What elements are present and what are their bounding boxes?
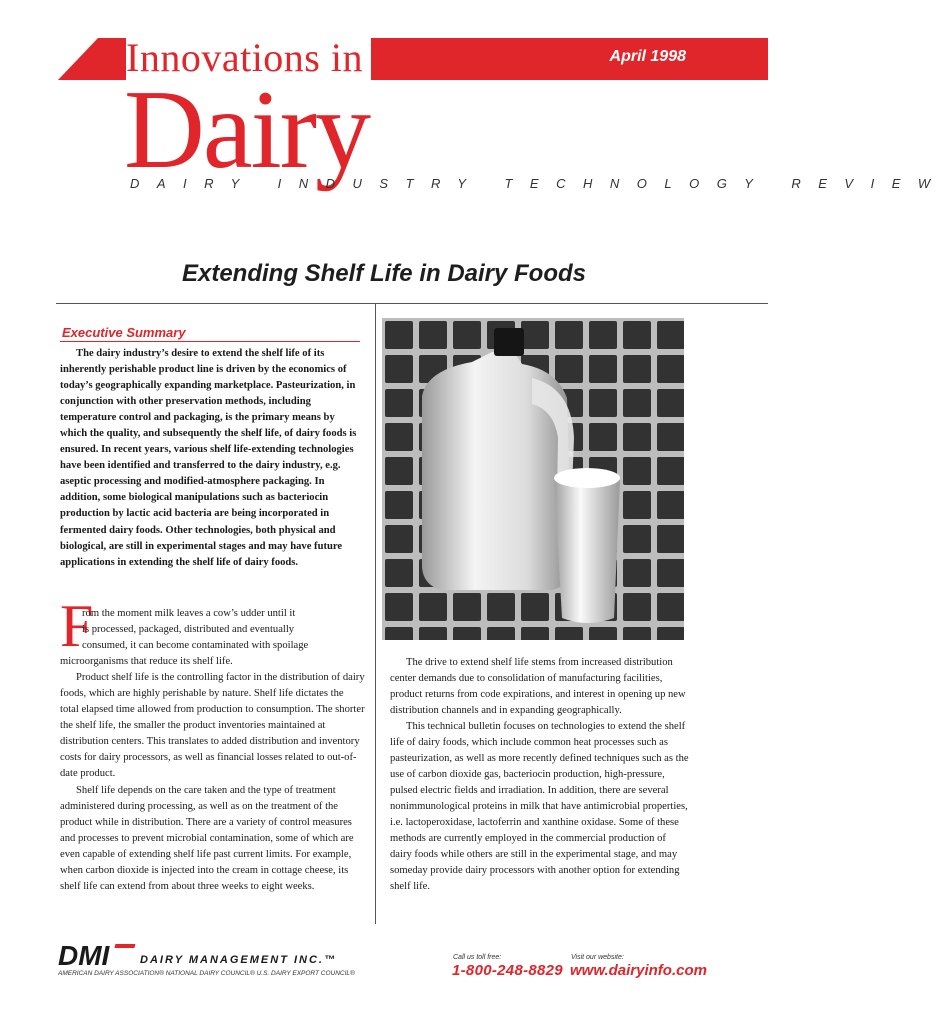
issue-date: April 1998 — [609, 48, 686, 65]
intro-line: consumed, it can become contaminated with spoilage — [82, 640, 309, 652]
body-paragraph: The drive to extend shelf life stems from increased distribution center demands due to consolidation of manufacturing facilities, product returns from code expirations, and interest in opening up new distribution channels and in expanding geographically. — [390, 657, 686, 717]
affiliates-line: AMERICAN DAIRY ASSOCIATION® NATIONAL DAIRY COUNCIL® U.S. DAIRY EXPORT COUNCIL® — [58, 970, 355, 977]
dmi-logo — [58, 942, 138, 973]
body-paragraph: Product shelf life is the controlling factor in the distribution of dairy foods, which are highly perishable by nature. Shelf life dictates the total elapsed time allowed from production to consumption. The shorter the shelf life, the smaller the product inventories maintained at distribution centers. This translates to added distribution and inventory costs for dairy processors, as well as financial losses related to out-of-date product. — [60, 672, 365, 780]
masthead-subtitle: Innovations in — [126, 34, 371, 82]
masthead-tagline: DAIRY INDUSTRY TECHNOLOGY REVIEW — [130, 176, 948, 191]
executive-summary-body: The dairy industry’s desire to extend the shelf life of its inherently perishable product line is driven by the economics of today’s geographically expanding marketplace. Pasteurization, in conjunction with other preservation methods, including temperature control and packaging, is the primary means by which the quality, and subsequently the shelf life, of dairy foods is ensured. In recent years, various shelf life-extending technologies have been identified and transferred to the dairy industry, e.g. aseptic processing and modified-atmosphere packaging. In addition, some biological manipulations such as bacteriocin production by lactic acid bacteria are being incorporated in fermented dairy foods. Other technologies, both physical and biological, are still in experimental stages and may have future applications in extending the shelf life of dairy foods. — [60, 348, 357, 568]
phone-label: Call us toll free: — [453, 954, 502, 961]
body-paragraph: This technical bulletin focuses on technologies to extend the shelf life of dairy foods, which include common heat processes such as pasteurization, as well as more recently defined techniques such as the use of carbon dioxide gas, bacteriocin production, high-pressure, pulsed electric fields and irradiation. In addition, there are several nonimmunological proteins in milk that have antimicrobial properties, i.e. lactoperoxidase, lactoferrin and xanthine oxidase. Some of these methods are currently employed in the commercial production of dairy foods while others are still in the experimental stage, and may someday provide dairy processors with another option for extending shelf life. — [390, 721, 689, 893]
executive-summary-title: Executive Summary — [62, 325, 186, 340]
intro-line: microorganisms that reduce its shelf life. — [60, 656, 233, 668]
executive-summary-rule — [60, 341, 360, 342]
intro-paragraph — [60, 606, 365, 670]
website-label: Visit our website: — [571, 954, 624, 961]
column-divider — [375, 304, 376, 924]
intro-line: is processed, packaged, distributed and eventually — [82, 624, 295, 636]
body-paragraph: Shelf life depends on the care taken and the type of treatment administered during processing, as well as on the treatment of the product while in distribution. There are a variety of control measures and processes to prevent microbial contamination, some of which are even capable of extending shelf life past current limits. For example, when carbon dioxide is injected into the cream in cottage cheese, its shelf life can extend from about three weeks to eight weeks. — [60, 785, 354, 893]
organization-name: DAIRY MANAGEMENT INC.™ — [140, 954, 337, 966]
dmi-logo-text: DMI — [58, 940, 110, 971]
website-link[interactable]: www.dairyinfo.com — [570, 962, 707, 979]
drop-cap: F — [60, 593, 94, 659]
article-headline: Extending Shelf Life in Dairy Foods — [181, 260, 587, 287]
masthead-title: Dairy — [124, 68, 370, 192]
milk-jug-photo — [382, 318, 684, 640]
header-divider — [56, 303, 768, 304]
intro-line: rom the moment milk leaves a cow’s udder until it — [82, 608, 296, 619]
phone-number[interactable]: 1-800-248-8829 — [452, 962, 563, 979]
